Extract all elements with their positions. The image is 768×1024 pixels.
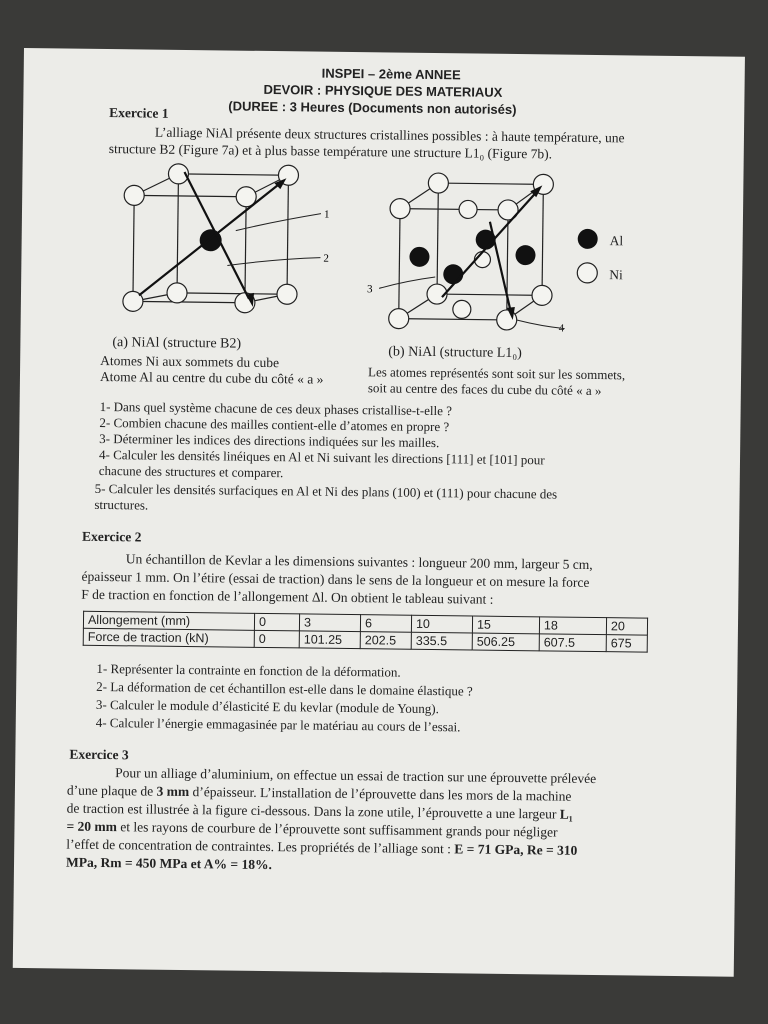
ex2-para-3: F de traction en fonction de l’allongement Δl. On obtient le tableau suivant :	[81, 586, 494, 607]
table-cell: 6	[360, 615, 411, 633]
ex1-question-1: 1- Dans quel système chacune de ces deux phases cristallise-t-elle ?	[99, 398, 453, 419]
ex1-question-2: 2- Combien chacune des mailles contient-elle d’atomes en propre ?	[99, 414, 450, 435]
ex2-para-2: épaisseur 1 mm. On l’étire (essai de traction) dans le sens de la longueur et on mesure la force	[81, 568, 590, 590]
ex3-line-4: = 20 mm et les rayons de courbure de l’éprouvette sont suffisamment grands pour négliger	[66, 818, 558, 840]
table-cell: 607.5	[539, 634, 606, 652]
ex3-line-5: l’effet de concentration de contraintes. Les propriétés de l’alliage sont : E = 71 GPa, Re = 310	[66, 836, 578, 858]
arrow-label-3: 3	[367, 283, 373, 296]
arrow-label-1: 1	[323, 208, 330, 221]
ex2-question-3: 3- Calculer le module d’élasticité E du kevlar (module de Young).	[95, 696, 440, 717]
table-cell: 675	[606, 635, 647, 652]
ex1-question-4-cont: chacune des structures et comparer.	[98, 462, 284, 481]
ex1-question-5-cont: structures.	[94, 496, 149, 513]
header-line-1: INSPEI – 2ème ANNEE	[321, 65, 461, 83]
table-cell: 0	[254, 613, 299, 631]
table-cell: 202.5	[360, 632, 411, 650]
exercise-2-title: Exercice 2	[81, 528, 142, 545]
ex3-line-6: MPa, Rm = 450 MPa et A% = 18%.	[65, 854, 272, 873]
table-cell: 335.5	[411, 632, 472, 650]
fig-b-desc-2: soit au centre des faces du cube du côté « a »	[367, 380, 602, 399]
legend-symbols	[573, 227, 604, 287]
fig-a-desc-1: Atomes Ni aux sommets du cube	[100, 352, 280, 371]
ex3-line-3: de traction est illustrée à la figure ci-dessous. Dans la zone utile, l’éprouvette a une largeur L₁	[66, 800, 573, 822]
ex2-question-4: 4- Calculer l’énergie emmagasinée par le matériau au cours de l’essai.	[95, 714, 461, 735]
ex1-intro-line-1: L’alliage NiAl présente deux structures cristallines possibles : à haute température, une	[154, 124, 625, 146]
fig-a-caption: (a) NiAl (structure B2)	[112, 335, 242, 352]
legend-ni: Ni	[609, 267, 623, 283]
legend-al: Al	[609, 233, 624, 249]
al-symbol	[578, 229, 598, 249]
row-header: Force de traction (kN)	[83, 628, 254, 647]
figure-l10-cube	[357, 168, 569, 336]
ex3-line-2: d’une plaque de 3 mm d’épaisseur. L’installation de l’éprouvette dans les mors de la machine	[66, 782, 572, 804]
ni-symbol	[577, 263, 597, 283]
arrow-label-2: 2	[323, 252, 330, 265]
kevlar-data-table	[83, 611, 648, 653]
table-cell: 15	[472, 616, 539, 634]
arrow-label-4: 4	[558, 322, 565, 335]
fig-b-caption: (b) NiAl (structure L1₀)	[388, 344, 522, 362]
table-cell: 3	[299, 614, 360, 632]
table-cell: 506.25	[472, 633, 539, 651]
ex2-para-1: Un échantillon de Kevlar a les dimensions suivantes : longueur 200 mm, largeur 5 cm,	[125, 551, 593, 572]
table-cell: 0	[254, 630, 299, 648]
ex2-question-1: 1- Représenter la contrainte en fonction de la déformation.	[96, 660, 401, 680]
table-cell: 101.25	[299, 631, 360, 649]
table-cell: 18	[539, 617, 606, 635]
ex3-line-1: Pour un alliage d’aluminium, on effectue un essai de traction sur une éprouvette prélevée	[115, 765, 597, 787]
table-cell: 10	[411, 615, 472, 633]
figure-b2-cube	[115, 159, 347, 337]
ex2-question-2: 2- La déformation de cet échantillon est-elle dans le domaine élastique ?	[96, 678, 473, 699]
row-header: Allongement (mm)	[83, 611, 254, 630]
table-cell: 20	[606, 618, 647, 635]
ex1-question-4: 4- Calculer les densités linéiques en Al et Ni suivant les directions [111] et [101] pour	[98, 446, 545, 468]
ex1-question-3: 3- Déterminer les indices des directions indiquées sur les mailles.	[99, 430, 440, 451]
header-line-2: DEVOIR : PHYSIQUE DES MATERIAUX	[263, 81, 503, 100]
fig-a-desc-2: Atome Al au centre du cube du côté « a »	[99, 368, 324, 387]
fig-b-desc-1: Les atomes représentés sont soit sur les sommets,	[367, 364, 626, 383]
exercise-3-title: Exercice 3	[69, 746, 129, 763]
exercise-1-title: Exercice 1	[109, 105, 169, 121]
exam-sheet	[13, 48, 745, 977]
ex1-question-5: 5- Calculer les densités surfaciques en Al et Ni des plans (100) et (111) pour chacune des	[94, 480, 558, 502]
header-line-3: (DUREE : 3 Heures (Documents non autorisés)	[228, 98, 517, 118]
ex1-intro-line-2: structure B2 (Figure 7a) et à plus basse température une structure L1₀ (Figure 7b).	[108, 141, 553, 162]
